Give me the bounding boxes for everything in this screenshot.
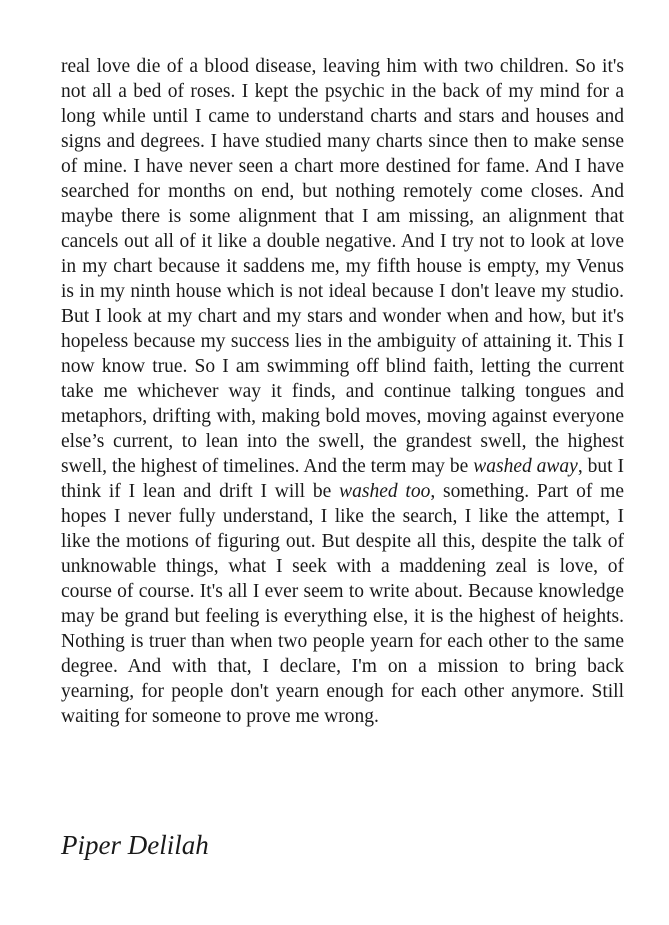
paragraph-text-part-3: , something. Part of me hopes I never fully understand, I like the search, I like the attempt, I like the motions of figuring out. But despite all this, despite the talk of unknowable things, what I seek with a maddening zeal is love, of course of course. It's all I ever seem to write about. Because knowledge may be grand but feeling is everything else, it is the highest of heights. Nothing is truer than when two people yearn for each other to the same degree. And with that, I declare, I'm on a mission to bring back yearning, for people don't yearn enough for each other anymore. Still waiting for someone to prove me wrong. xyxy=(61,481,624,727)
paragraph-text-part-2: , but I think if I lean and drift I will be xyxy=(61,456,624,502)
author-signature: Piper Delilah xyxy=(61,830,209,860)
emphasis-washed-away: washed away xyxy=(473,456,578,477)
emphasis-washed-too: washed too xyxy=(339,481,431,502)
body-paragraph xyxy=(61,54,624,729)
paragraph-text-part-1: real love die of a blood disease, leaving him with two children. So it's not all a bed of roses. I kept the psychic in the back of my mind for a long while until I came to understand charts and stars and houses and signs and degrees. I have studied many charts since then to make sense of mine. I have never seen a chart more destined for fame. And I have searched for months on end, but nothing remotely come closes. And maybe there is some alignment that I am missing, an alignment that cancels out all of it like a double negative. And I try not to look at love in my chart because it saddens me, my fifth house is empty, my Venus is in my ninth house which is not ideal because I don't leave my studio. But I look at my chart and my stars and wonder when and how, but it's hopeless because my success lies in the ambiguity of attaining it. This I now know true. So I am swimming off blind faith, letting the current take me whichever way it finds, and continue talking tongues and metaphors, drifting with, making bold moves, moving against everyone else’s current, to lean into the swell, the grandest swell, the highest swell, the highest of timelines. And the term may be xyxy=(61,56,624,477)
document-page xyxy=(61,54,624,860)
